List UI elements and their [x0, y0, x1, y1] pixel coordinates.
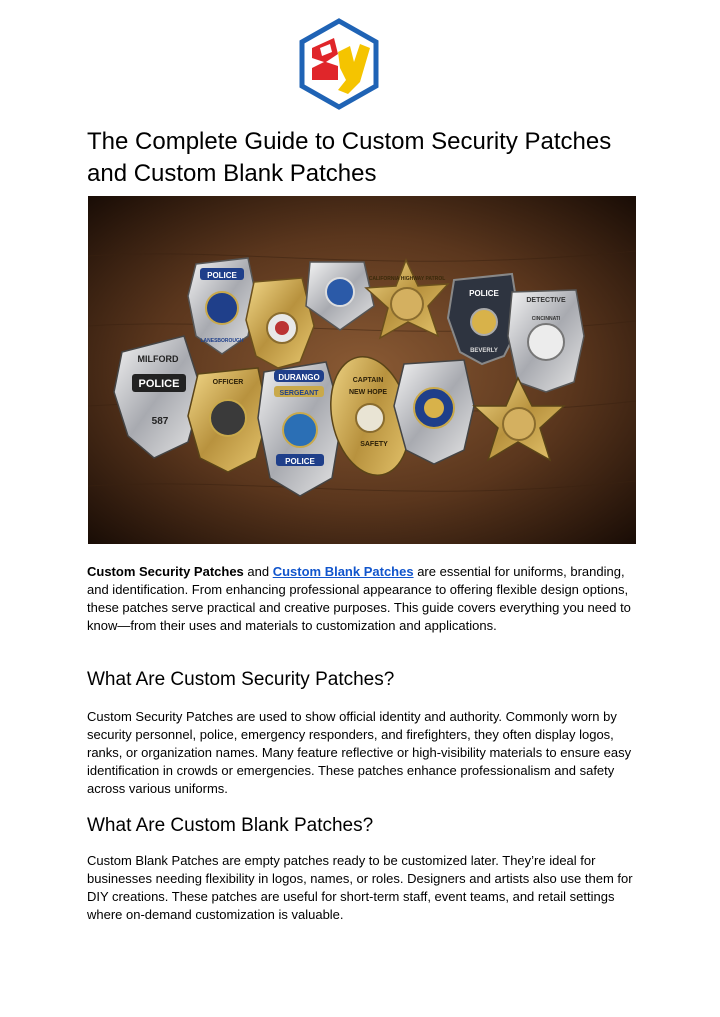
intro-and: and: [243, 564, 273, 579]
badge-durango: [258, 362, 342, 496]
section-body-blank: Custom Blank Patches are empty patches ready to be customized later. They’re ideal for businesses needing flexibility in logos, names, or roles. Designers and artists also use them for DIY creations. These patches are useful for short-term staff, event teams, and retail settings where on-demand customization is valuable.: [87, 853, 633, 922]
badge-text-california: CALIFORNIA HIGHWAY PATROL: [368, 276, 446, 282]
badge-text-durango: DURANGO: [278, 373, 320, 382]
badge-cincinnati: [508, 290, 584, 392]
section-heading-security: What Are Custom Security Patches?: [87, 669, 395, 690]
badge-text-officer: OFFICER: [212, 379, 244, 386]
badge-text-sergeant: SERGEANT: [279, 390, 319, 397]
badge-text-beverly: BEVERLY: [470, 348, 498, 354]
badge-text-lanesborough: LANESBOROUGH: [200, 338, 244, 344]
badge-text-police-4: POLICE: [285, 457, 315, 466]
intro-rest: are essential for uniforms, branding, and identification. From enhancing professional appearance to offering flexible design options, these patches serve practical and creative purposes. This guide covers everything you need to know—from their uses and materials to customization and applications.: [87, 564, 631, 633]
badge-blue-seal: [394, 360, 474, 464]
badge-officer: [188, 368, 268, 472]
intro-strong: Custom Security Patches: [87, 564, 244, 579]
page-title: The Complete Guide to Custom Security Patches and Custom Blank Patches: [87, 128, 612, 187]
badge-text-safety: SAFETY: [360, 441, 388, 448]
brand-logo: [298, 18, 380, 110]
badge-text-police-2: POLICE: [469, 289, 499, 298]
badge-text-police: POLICE: [207, 271, 237, 280]
badge-text-police-3: POLICE: [138, 378, 180, 390]
section-body-security: Custom Security Patches are used to show official identity and authority. Commonly worn by security personnel, police, emergency responders, and firefighters, they often display logos, ranks, or organization names. Many feature reflective or high-visibility materials to ensure easy identification in crowds or emergencies. These patches enhance professionalism and safety across various uniforms.: [87, 709, 632, 796]
brand-logo-icon: [298, 18, 380, 110]
hero-image: [88, 196, 636, 544]
badge-text-milford: MILFORD: [137, 354, 179, 364]
badge-text-cincinnati: CINCINNATI: [531, 316, 561, 322]
badge-text-captain: CAPTAIN: [352, 377, 384, 384]
security-badges-photo: [88, 196, 636, 544]
badge-text-new-hope: NEW HOPE: [348, 389, 388, 396]
badge-text-number: 587: [151, 416, 169, 427]
section-heading-blank: What Are Custom Blank Patches?: [87, 815, 374, 836]
intro-paragraph: [87, 563, 643, 635]
custom-blank-patches-link[interactable]: Custom Blank Patches: [272, 564, 414, 579]
badge-text-detective: DETECTIVE: [526, 297, 566, 304]
